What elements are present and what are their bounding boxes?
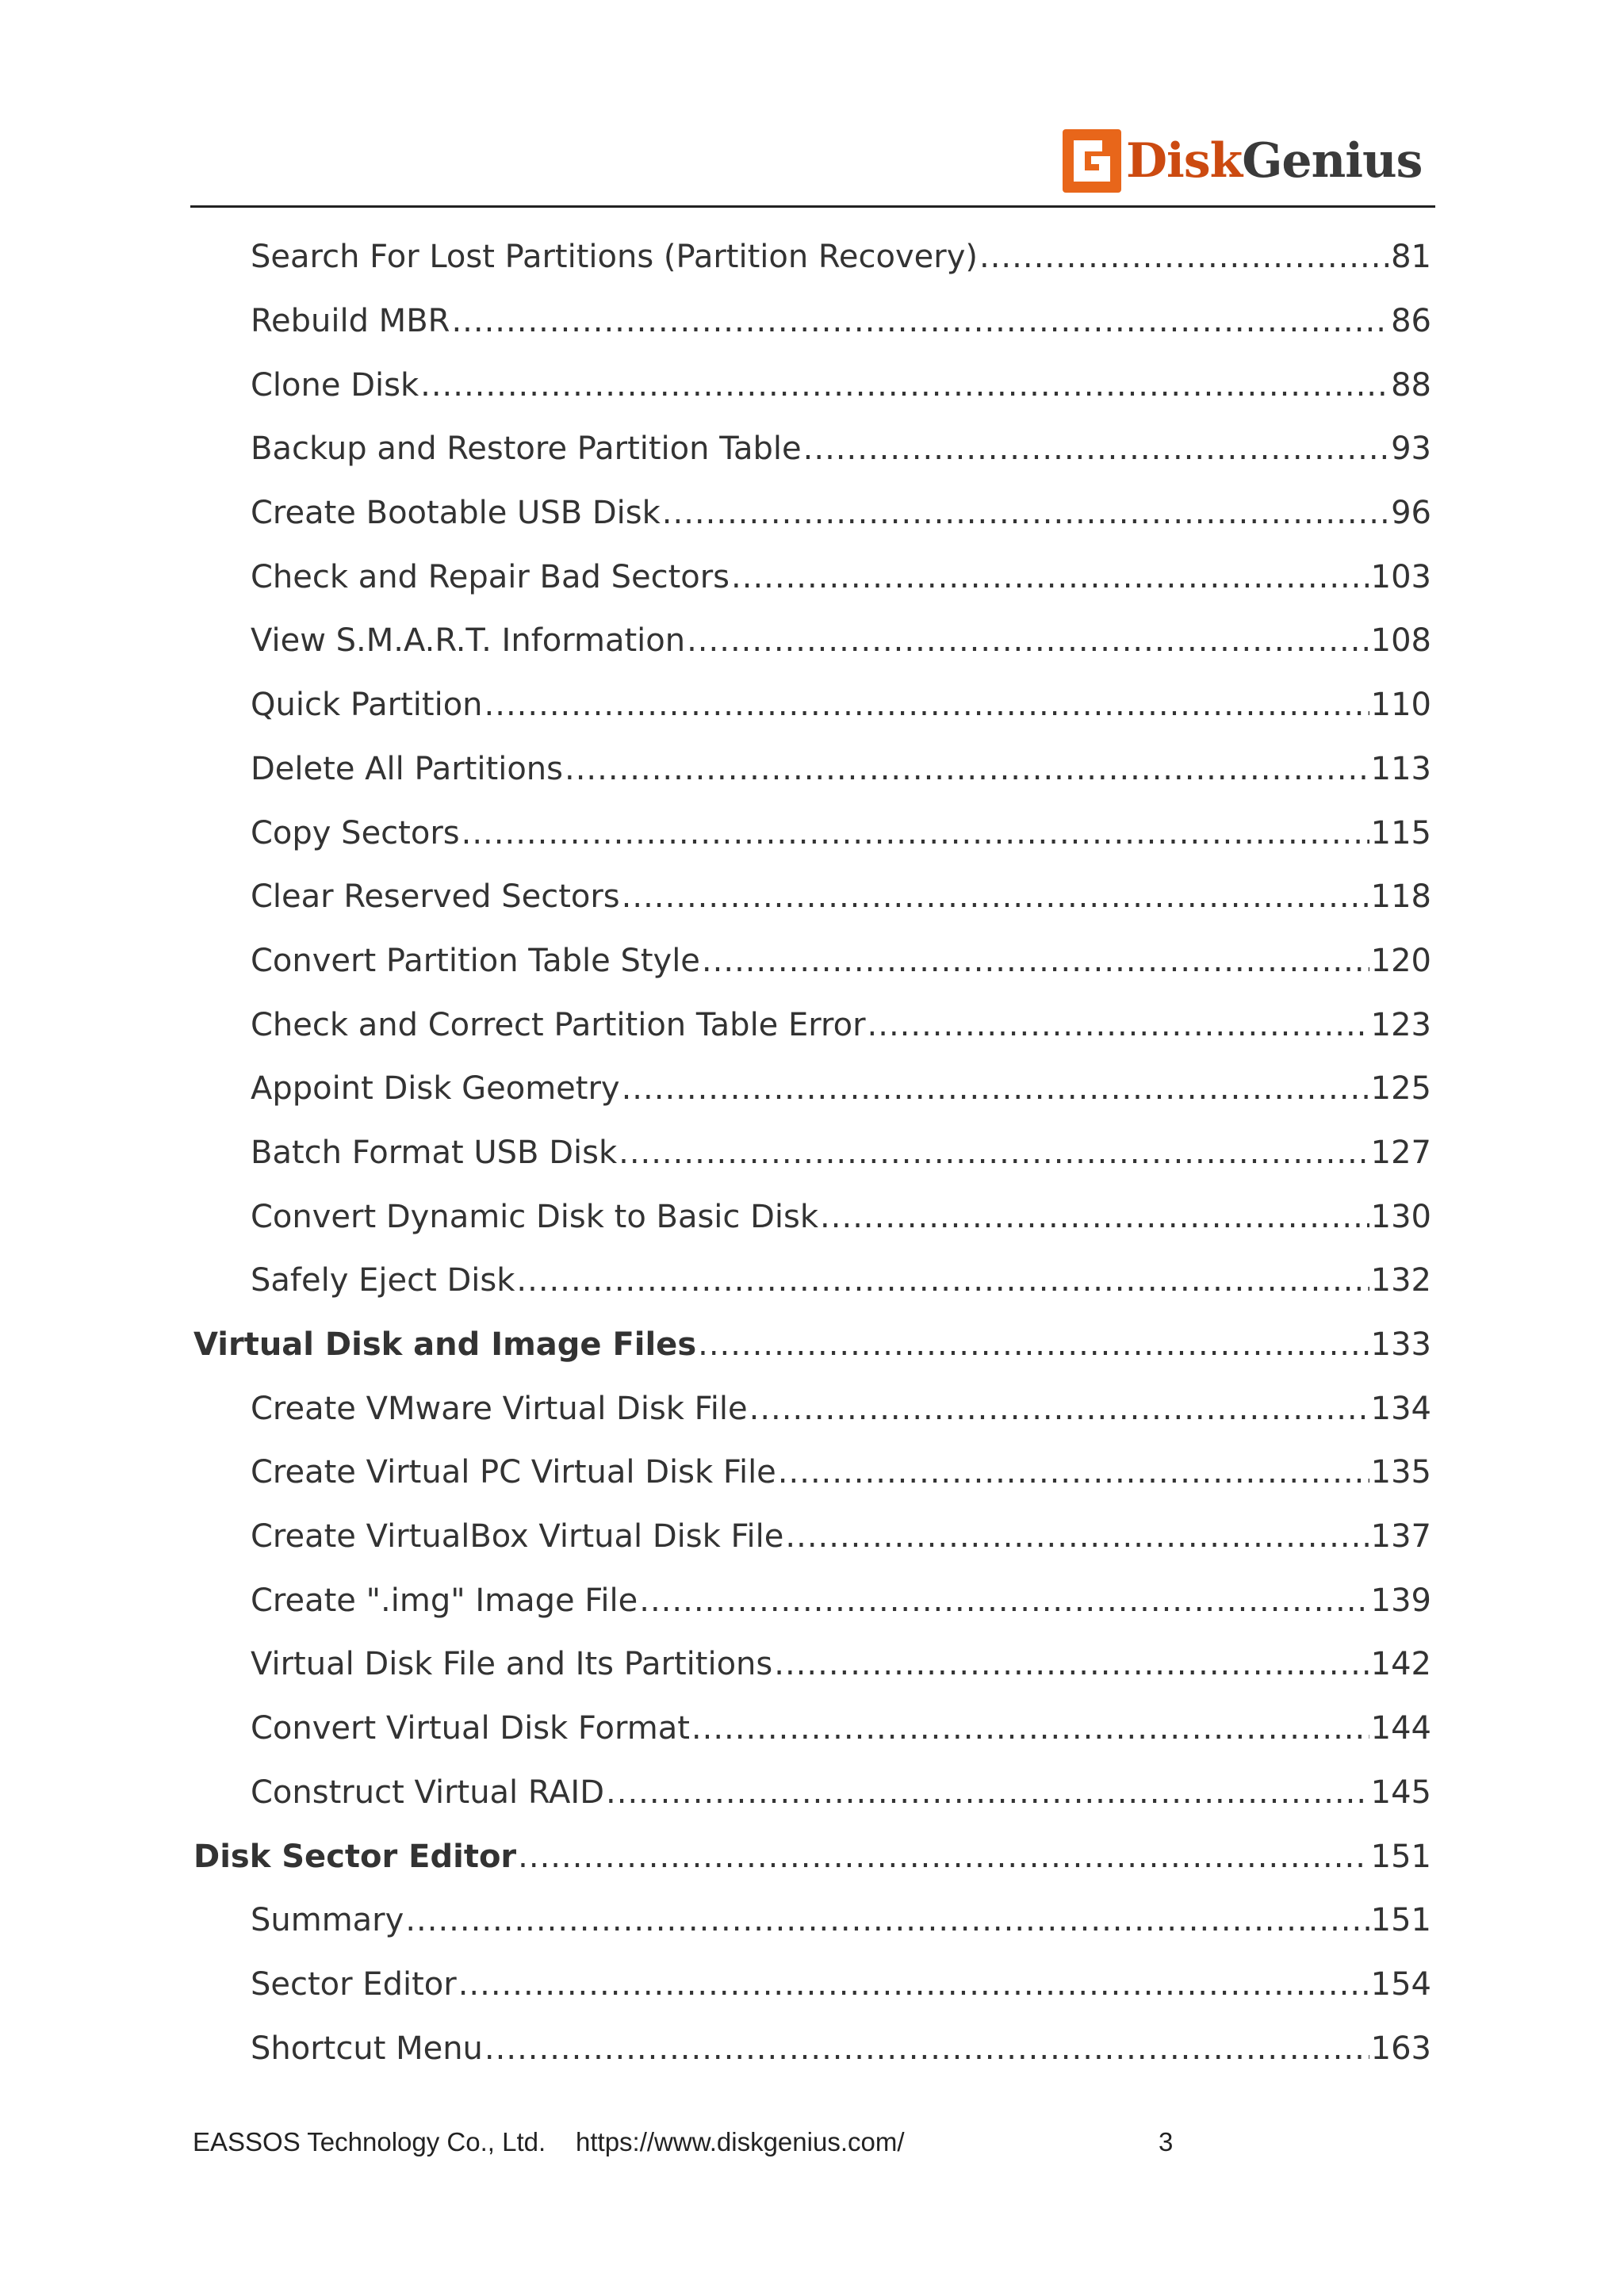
toc-entry-page: 118 <box>1370 878 1431 916</box>
toc-entry-page: 137 <box>1370 1518 1431 1556</box>
toc-entry-title: Safely Eject Disk <box>251 1262 515 1299</box>
toc-entry-title: Search For Lost Partitions (Partition Recovery) <box>251 239 978 276</box>
toc-entry-title: Create VirtualBox Virtual Disk File <box>251 1518 784 1556</box>
toc-entry-title: Check and Correct Partition Table Error <box>251 1006 866 1043</box>
toc-section-entry[interactable] <box>190 1441 1431 1505</box>
toc-entry-page: 103 <box>1370 558 1431 595</box>
toc-entry-page: 154 <box>1370 1965 1431 2003</box>
toc-dot-leader <box>518 1839 1369 1875</box>
toc-entry-page: 151 <box>1370 1838 1431 1875</box>
toc-section-entry[interactable] <box>190 1505 1431 1569</box>
toc-section-entry[interactable] <box>190 1632 1431 1697</box>
toc-entry-title: Create ".img" Image File <box>251 1582 638 1619</box>
toc-dot-leader <box>622 878 1369 915</box>
toc-dot-leader <box>785 1518 1369 1555</box>
diskgenius-logo <box>1063 128 1422 194</box>
toc-section-entry[interactable] <box>190 801 1431 865</box>
footer-page-number: 3 <box>1159 2127 1174 2156</box>
toc-section-entry[interactable] <box>190 865 1431 929</box>
footer-url: https://www.diskgenius.com/ <box>576 2127 905 2156</box>
toc-entry-page: 139 <box>1370 1582 1431 1619</box>
toc-entry-page: 142 <box>1370 1646 1431 1683</box>
toc-entry-page: 135 <box>1370 1454 1431 1491</box>
toc-dot-leader <box>662 495 1389 531</box>
toc-entry-title: Rebuild MBR <box>251 303 450 340</box>
toc-entry-title: Copy Sectors <box>251 814 460 851</box>
toc-entry-title: Appoint Disk Geometry <box>251 1070 620 1108</box>
toc-dot-leader <box>516 1262 1369 1299</box>
toc-dot-leader <box>731 559 1369 595</box>
toc-section-entry[interactable] <box>190 1953 1431 2017</box>
toc-dot-leader <box>749 1391 1369 1427</box>
toc-entry-title: Shortcut Menu <box>251 2030 483 2067</box>
toc-dot-leader <box>420 367 1389 404</box>
toc-section-entry[interactable] <box>190 1888 1431 1953</box>
toc-entry-page: 123 <box>1370 1006 1431 1043</box>
toc-entry-page: 163 <box>1370 2030 1431 2067</box>
toc-dot-leader <box>820 1199 1369 1235</box>
toc-entry-page: 88 <box>1391 366 1431 404</box>
toc-entry-page: 132 <box>1370 1262 1431 1299</box>
toc-entry-title: Create Virtual PC Virtual Disk File <box>251 1454 776 1491</box>
toc-entry-page: 125 <box>1370 1070 1431 1108</box>
toc-entry-title: Clear Reserved Sectors <box>251 878 620 916</box>
toc-entry-title: Disk Sector Editor <box>193 1838 517 1875</box>
toc-entry-title: Create Bootable USB Disk <box>251 495 661 532</box>
toc-chapter-entry[interactable] <box>190 1313 1431 1377</box>
toc-dot-leader <box>619 1135 1369 1171</box>
toc-entry-page: 130 <box>1370 1198 1431 1235</box>
toc-section-entry[interactable] <box>190 737 1431 802</box>
toc-section-entry[interactable] <box>190 1761 1431 1825</box>
toc-dot-leader <box>702 943 1369 979</box>
toc-dot-leader <box>458 1966 1369 2003</box>
footer-company: EASSOS Technology Co., Ltd. <box>193 2127 546 2156</box>
toc-dot-leader <box>774 1646 1369 1682</box>
toc-section-entry[interactable] <box>190 545 1431 609</box>
toc-chapter-entry[interactable] <box>190 1824 1431 1888</box>
toc-section-entry[interactable] <box>190 993 1431 1057</box>
toc-dot-leader <box>687 622 1369 659</box>
toc-section-entry[interactable] <box>190 1121 1431 1185</box>
logo-wordmark <box>1126 133 1423 189</box>
toc-section-entry[interactable] <box>190 1249 1431 1313</box>
toc-section-entry[interactable] <box>190 673 1431 737</box>
toc-entry-title: Batch Format USB Disk <box>251 1134 618 1171</box>
toc-entry-page: 93 <box>1391 430 1431 468</box>
toc-entry-page: 134 <box>1370 1390 1431 1427</box>
toc-entry-page: 127 <box>1370 1134 1431 1171</box>
toc-entry-page: 81 <box>1391 239 1431 276</box>
toc-entry-page: 115 <box>1370 814 1431 851</box>
toc-dot-leader <box>691 1710 1369 1747</box>
toc-entry-title: Convert Partition Table Style <box>251 942 700 979</box>
toc-dot-leader <box>565 751 1369 787</box>
toc-section-entry[interactable] <box>190 289 1431 354</box>
header-rule <box>190 205 1435 208</box>
toc-entry-title: Virtual Disk and Image Files <box>193 1326 697 1364</box>
toc-section-entry[interactable] <box>190 481 1431 545</box>
toc-entry-title: Delete All Partitions <box>251 750 563 787</box>
toc-section-entry[interactable] <box>190 1697 1431 1761</box>
toc-entry-title: Construct Virtual RAID <box>251 1774 605 1811</box>
toc-dot-leader <box>803 430 1389 467</box>
toc-entry-title: Convert Virtual Disk Format <box>251 1710 690 1747</box>
toc-section-entry[interactable] <box>190 1568 1431 1632</box>
logo-word-disk: Disk <box>1126 133 1243 189</box>
toc-entry-title: Create VMware Virtual Disk File <box>251 1390 748 1427</box>
toc-dot-leader <box>485 2030 1369 2067</box>
table-of-contents <box>190 225 1431 2080</box>
toc-dot-leader <box>485 687 1369 723</box>
toc-entry-title: Check and Repair Bad Sectors <box>251 558 730 595</box>
toc-entry-page: 120 <box>1370 942 1431 979</box>
toc-entry-title: Clone Disk <box>251 366 419 404</box>
toc-dot-leader <box>405 1902 1369 1938</box>
toc-section-entry[interactable] <box>190 417 1431 481</box>
toc-entry-page: 108 <box>1370 622 1431 660</box>
toc-entry-title: Summary <box>251 1902 404 1939</box>
toc-section-entry[interactable] <box>190 1376 1431 1441</box>
toc-entry-page: 96 <box>1391 495 1431 532</box>
diskgenius-logo-icon <box>1063 129 1121 193</box>
toc-entry-title: Quick Partition <box>251 687 483 724</box>
toc-section-entry[interactable] <box>190 2016 1431 2080</box>
toc-section-entry[interactable] <box>190 225 1431 289</box>
toc-section-entry[interactable] <box>190 1184 1431 1249</box>
toc-entry-page: 133 <box>1370 1326 1431 1364</box>
toc-section-entry[interactable] <box>190 609 1431 673</box>
toc-section-entry[interactable] <box>190 353 1431 417</box>
toc-dot-leader <box>979 239 1389 275</box>
toc-entry-page: 110 <box>1370 687 1431 724</box>
toc-dot-leader <box>462 815 1369 851</box>
toc-dot-leader <box>451 303 1389 339</box>
toc-dot-leader <box>868 1007 1369 1043</box>
toc-entry-title: Backup and Restore Partition Table <box>251 430 802 468</box>
toc-entry-page: 113 <box>1370 750 1431 787</box>
toc-entry-page: 86 <box>1391 303 1431 340</box>
toc-entry-title: Virtual Disk File and Its Partitions <box>251 1646 773 1683</box>
toc-dot-leader <box>606 1774 1369 1811</box>
toc-section-entry[interactable] <box>190 929 1431 993</box>
toc-entry-page: 145 <box>1370 1774 1431 1811</box>
toc-dot-leader <box>778 1454 1369 1490</box>
toc-entry-page: 144 <box>1370 1710 1431 1747</box>
toc-dot-leader <box>698 1326 1369 1363</box>
logo-word-genius: Genius <box>1242 133 1423 189</box>
toc-dot-leader <box>622 1070 1369 1107</box>
toc-entry-title: Sector Editor <box>251 1965 457 2003</box>
toc-entry-title: View S.M.A.R.T. Information <box>251 622 686 660</box>
toc-section-entry[interactable] <box>190 1057 1431 1121</box>
toc-entry-page: 151 <box>1370 1902 1431 1939</box>
toc-dot-leader <box>639 1582 1369 1619</box>
toc-entry-title: Convert Dynamic Disk to Basic Disk <box>251 1198 819 1235</box>
